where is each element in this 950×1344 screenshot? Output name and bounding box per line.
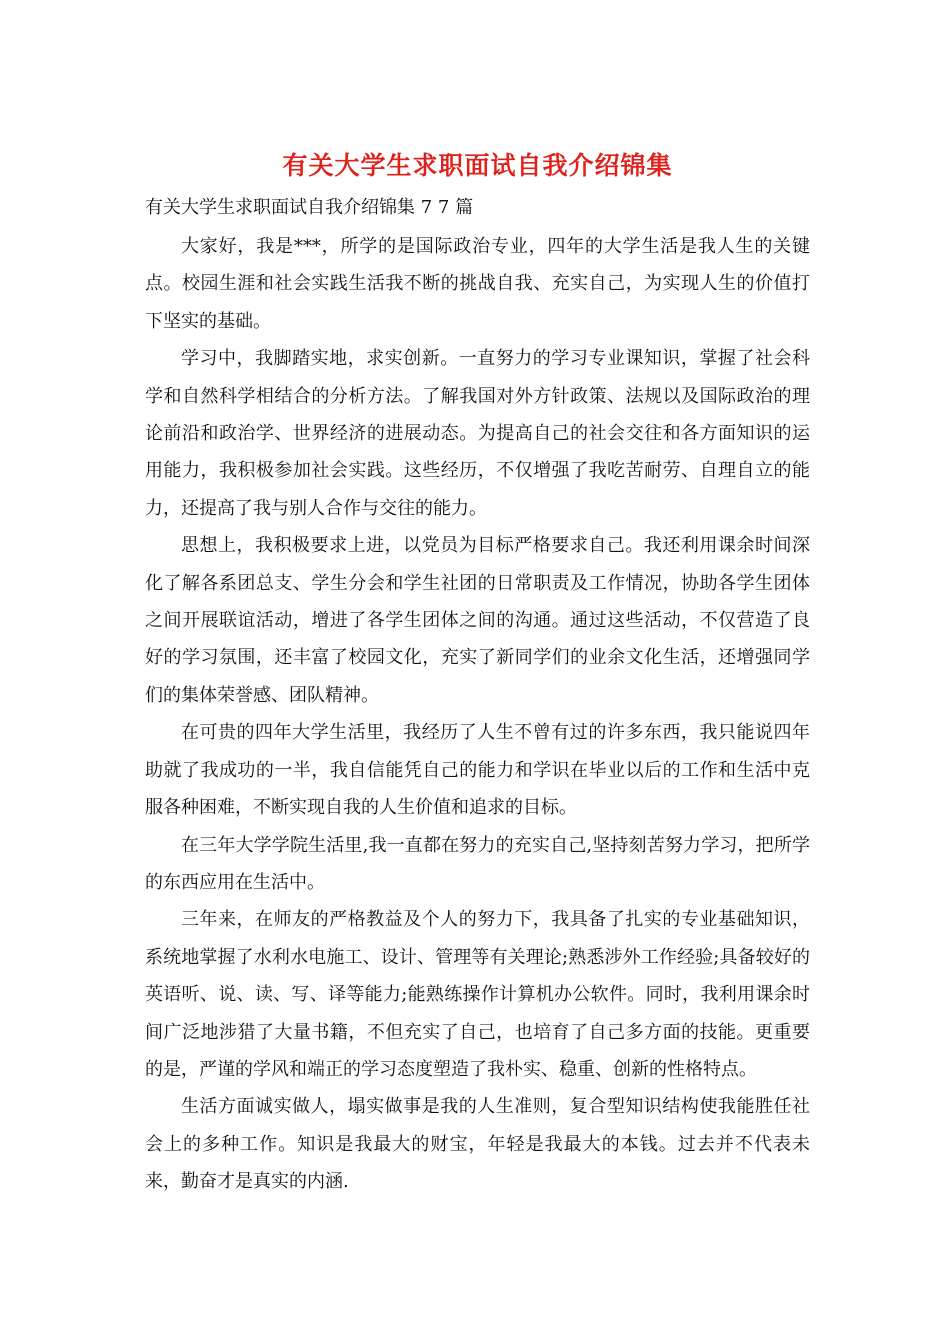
paragraph-1: 大家好，我是***，所学的是国际政治专业，四年的大学生活是我人生的关键点。校园生涯和社会实践生活我不断的挑战自我、充实自己，为实现人生的价值打下坚实的基础。 [145,236,810,332]
document-subtitle: 有关大学生求职面试自我介绍锦集 7 7 篇 [145,197,474,218]
paragraph-6: 三年来，在师友的严格教益及个人的努力下，我具备了扎实的专业基础知识，系统地掌握了水利水电施工、设计、管理等有关理论;熟悉涉外工作经验;具备较好的英语听、说、读、写、译等能力;能熟练操作计算机办公软件。同时，我利用课余时间广泛地涉猎了大量书籍，不但充实了自己，也培育了自己多方面的技能。更重要的是，严谨的学风和端正的学习态度塑造了我朴实、稳重、创新的性格特点。 [145,909,810,1080]
paragraph-4: 在可贵的四年大学生活里，我经历了人生不曾有过的许多东西，我只能说四年助就了我成功的一半，我自信能凭自己的能力和学识在毕业以后的工作和生活中克服各种困难，不断实现自我的人生价值和追求的目标。 [145,722,810,819]
document-title: 有关大学生求职面试自我介绍锦集 [282,151,673,180]
paragraph-5: 在三年大学学院生活里,我一直都在努力的充实自己,坚持刻苦努力学习，把所学的东西应用在生活中。 [145,834,810,893]
paragraph-2: 学习中，我脚踏实地，求实创新。一直努力的学习专业课知识，掌握了社会科学和自然科学相结合的分析方法。了解我国对外方针政策、法规以及国际政治的理论前沿和政治学、世界经济的进展动态。为提高自己的社会交往和各方面知识的运用能力，我积极参加社会实践。这些经历，不仅增强了我吃苦耐劳、自理自立的能力，还提高了我与别人合作与交往的能力。 [145,348,810,519]
paragraph-7: 生活方面诚实做人，塌实做事是我的人生准则，复合型知识结构使我能胜任社会上的多种工作。知识是我最大的财宝，年轻是我最大的本钱。过去并不代表未来，勤奋才是真实的内涵. [145,1096,810,1193]
paragraph-3: 思想上，我积极要求上进，以党员为目标严格要求自己。我还利用课余时间深化了解各系团总支、学生分会和学生社团的日常职责及工作情况，协助各学生团体之间开展联谊活动，增进了各学生团体之间的沟通。通过这些活动，不仅营造了良好的学习氛围，还丰富了校园文化，充实了新同学们的业余文化生活，还增强同学们的集体荣誉感、团队精神。 [145,535,810,706]
